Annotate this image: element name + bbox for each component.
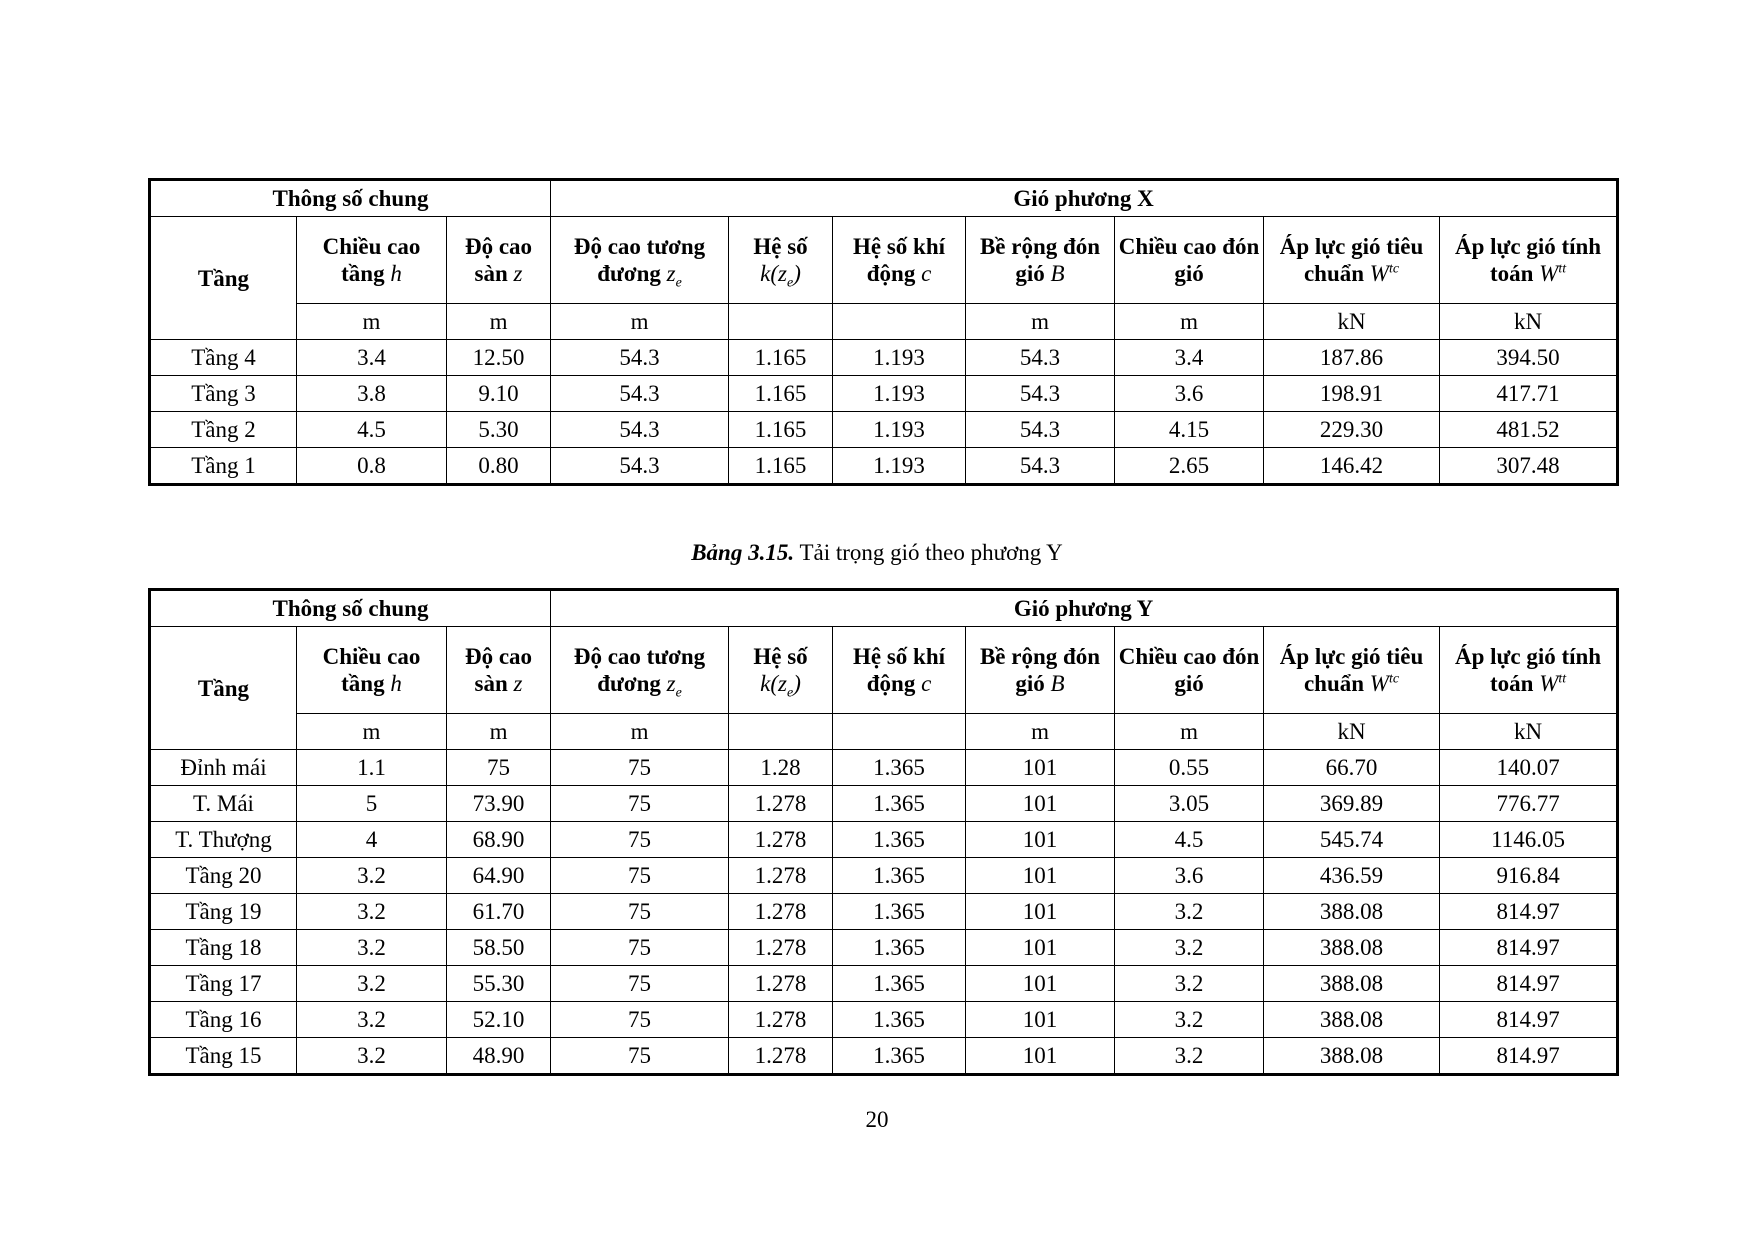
value-cell: 1.278 [729, 966, 833, 1002]
equivalent-height-header: Độ cao tương đương $z_e$ [551, 217, 729, 304]
unit-cell: m [966, 714, 1115, 750]
value-cell: 1.165 [729, 376, 833, 412]
value-cell: 75 [551, 750, 729, 786]
wind-width-header: Bề rộng đón gió B [966, 217, 1115, 304]
value-cell: 101 [966, 894, 1115, 930]
caption-text: Tải trọng gió theo phương Y [799, 540, 1063, 565]
value-cell: 1.278 [729, 786, 833, 822]
value-cell: 54.3 [551, 412, 729, 448]
value-cell: 3.4 [1115, 340, 1264, 376]
table-body [150, 750, 1618, 1075]
floor-name-cell: Tầng 4 [150, 340, 297, 376]
value-cell: 4.5 [297, 412, 447, 448]
value-cell: 3.2 [297, 858, 447, 894]
design-pressure-header: Áp lực gió tính toán $W^{tt}$ [1440, 627, 1618, 714]
wind-load-table-x [148, 178, 1619, 486]
value-cell: 3.2 [297, 930, 447, 966]
value-cell: 3.2 [297, 1002, 447, 1038]
value-cell: 1.278 [729, 1002, 833, 1038]
floor-header: Tầng [150, 627, 297, 750]
value-cell: 436.59 [1264, 858, 1440, 894]
value-cell: 388.08 [1264, 1038, 1440, 1075]
value-cell: 55.30 [447, 966, 551, 1002]
value-cell: 1.365 [833, 894, 966, 930]
units-row [150, 304, 1618, 340]
floor-elevation-header: Độ cao sàn z [447, 217, 551, 304]
unit-cell: kN [1264, 304, 1440, 340]
value-cell: 0.80 [447, 448, 551, 485]
floor-name-cell: Đỉnh mái [150, 750, 297, 786]
value-cell: 1.278 [729, 1038, 833, 1075]
value-cell: 3.6 [1115, 858, 1264, 894]
value-cell: 1.278 [729, 894, 833, 930]
unit-cell: m [297, 714, 447, 750]
value-cell: 814.97 [1440, 1038, 1618, 1075]
floor-elevation-header: Độ cao sàn z [447, 627, 551, 714]
value-cell: 1.365 [833, 966, 966, 1002]
design-pressure-header: Áp lực gió tính toán $W^{tt}$ [1440, 217, 1618, 304]
value-cell: 388.08 [1264, 930, 1440, 966]
height-coefficient-header: Hệ số $k(z_e)$ [729, 217, 833, 304]
value-cell: 388.08 [1264, 966, 1440, 1002]
value-cell: 3.2 [1115, 1002, 1264, 1038]
floor-name-cell: Tầng 19 [150, 894, 297, 930]
value-cell: 3.2 [1115, 930, 1264, 966]
value-cell: 3.6 [1115, 376, 1264, 412]
standard-pressure-header: Áp lực gió tiêu chuẩn $W^{tc}$ [1264, 217, 1440, 304]
value-cell: 4.15 [1115, 412, 1264, 448]
unit-cell [833, 714, 966, 750]
units-row [150, 714, 1618, 750]
value-cell: 101 [966, 1038, 1115, 1075]
table-body [150, 340, 1618, 485]
value-cell: 814.97 [1440, 930, 1618, 966]
value-cell: 369.89 [1264, 786, 1440, 822]
floor-name-cell: Tầng 1 [150, 448, 297, 485]
value-cell: 814.97 [1440, 966, 1618, 1002]
unit-cell: kN [1440, 304, 1618, 340]
value-cell: 1.278 [729, 822, 833, 858]
value-cell: 61.70 [447, 894, 551, 930]
value-cell: 66.70 [1264, 750, 1440, 786]
unit-cell: m [551, 714, 729, 750]
value-cell: 3.05 [1115, 786, 1264, 822]
value-cell: 54.3 [966, 448, 1115, 485]
value-cell: 1.278 [729, 930, 833, 966]
floor-name-cell: Tầng 3 [150, 376, 297, 412]
value-cell: 9.10 [447, 376, 551, 412]
floor-name-cell: T. Mái [150, 786, 297, 822]
value-cell: 417.71 [1440, 376, 1618, 412]
value-cell: 916.84 [1440, 858, 1618, 894]
floor-height-header: Chiều cao tầng h [297, 627, 447, 714]
aerodynamic-coefficient-header: Hệ số khí động c [833, 217, 966, 304]
equivalent-height-header: Độ cao tương đương $z_e$ [551, 627, 729, 714]
value-cell: 229.30 [1264, 412, 1440, 448]
value-cell: 54.3 [551, 376, 729, 412]
table-row [150, 750, 1618, 786]
value-cell: 64.90 [447, 858, 551, 894]
table-row [150, 894, 1618, 930]
value-cell: 75 [551, 966, 729, 1002]
floor-name-cell: Tầng 15 [150, 1038, 297, 1075]
value-cell: 3.2 [297, 1038, 447, 1075]
value-cell: 75 [551, 786, 729, 822]
table-row [150, 858, 1618, 894]
value-cell: 388.08 [1264, 1002, 1440, 1038]
unit-cell: kN [1440, 714, 1618, 750]
value-cell: 1.165 [729, 448, 833, 485]
value-cell: 1.365 [833, 822, 966, 858]
value-cell: 101 [966, 786, 1115, 822]
floor-header: Tầng [150, 217, 297, 340]
unit-cell: m [1115, 304, 1264, 340]
table-caption [0, 538, 1754, 568]
value-cell: 101 [966, 966, 1115, 1002]
value-cell: 73.90 [447, 786, 551, 822]
value-cell: 1.278 [729, 858, 833, 894]
value-cell: 75 [551, 1038, 729, 1075]
value-cell: 776.77 [1440, 786, 1618, 822]
unit-cell: m [1115, 714, 1264, 750]
value-cell: 52.10 [447, 1002, 551, 1038]
unit-cell [729, 714, 833, 750]
value-cell: 3.2 [1115, 894, 1264, 930]
value-cell: 75 [551, 1002, 729, 1038]
unit-cell [729, 304, 833, 340]
wind-load-table-y [148, 588, 1619, 1076]
value-cell: 3.2 [1115, 966, 1264, 1002]
value-cell: 75 [551, 930, 729, 966]
floor-name-cell: Tầng 18 [150, 930, 297, 966]
table-row [150, 930, 1618, 966]
value-cell: 394.50 [1440, 340, 1618, 376]
value-cell: 101 [966, 750, 1115, 786]
value-cell: 1.365 [833, 930, 966, 966]
unit-cell [833, 304, 966, 340]
value-cell: 4.5 [1115, 822, 1264, 858]
value-cell: 101 [966, 858, 1115, 894]
value-cell: 1.193 [833, 412, 966, 448]
value-cell: 101 [966, 1002, 1115, 1038]
value-cell: 3.2 [1115, 1038, 1264, 1075]
value-cell: 1.365 [833, 1002, 966, 1038]
value-cell: 146.42 [1264, 448, 1440, 485]
value-cell: 1.28 [729, 750, 833, 786]
table-row [150, 1002, 1618, 1038]
value-cell: 1.193 [833, 448, 966, 485]
value-cell: 3.4 [297, 340, 447, 376]
value-cell: 4 [297, 822, 447, 858]
value-cell: 187.86 [1264, 340, 1440, 376]
value-cell: 54.3 [966, 412, 1115, 448]
value-cell: 1.365 [833, 1038, 966, 1075]
value-cell: 101 [966, 930, 1115, 966]
group-wind-header: Gió phương Y [551, 590, 1618, 627]
floor-name-cell: T. Thượng [150, 822, 297, 858]
value-cell: 68.90 [447, 822, 551, 858]
floor-name-cell: Tầng 20 [150, 858, 297, 894]
table-row [150, 1038, 1618, 1075]
floor-name-cell: Tầng 2 [150, 412, 297, 448]
table-row [150, 448, 1618, 485]
wind-height-header: Chiều cao đón gió [1115, 217, 1264, 304]
value-cell: 54.3 [966, 376, 1115, 412]
standard-pressure-header: Áp lực gió tiêu chuẩn $W^{tc}$ [1264, 627, 1440, 714]
value-cell: 1.365 [833, 750, 966, 786]
height-coefficient-header: Hệ số $k(z_e)$ [729, 627, 833, 714]
value-cell: 5.30 [447, 412, 551, 448]
unit-cell: m [551, 304, 729, 340]
table-row [150, 786, 1618, 822]
value-cell: 48.90 [447, 1038, 551, 1075]
value-cell: 54.3 [551, 448, 729, 485]
value-cell: 75 [551, 858, 729, 894]
value-cell: 54.3 [551, 340, 729, 376]
table-row [150, 376, 1618, 412]
unit-cell: m [447, 714, 551, 750]
caption-number: Bảng 3.15. [691, 540, 795, 565]
table-row [150, 412, 1618, 448]
value-cell: 388.08 [1264, 894, 1440, 930]
value-cell: 2.65 [1115, 448, 1264, 485]
floor-name-cell: Tầng 16 [150, 1002, 297, 1038]
value-cell: 545.74 [1264, 822, 1440, 858]
value-cell: 0.55 [1115, 750, 1264, 786]
value-cell: 481.52 [1440, 412, 1618, 448]
group-wind-header: Gió phương X [551, 180, 1618, 217]
value-cell: 198.91 [1264, 376, 1440, 412]
table-row [150, 966, 1618, 1002]
value-cell: 814.97 [1440, 894, 1618, 930]
value-cell: 1.1 [297, 750, 447, 786]
value-cell: 5 [297, 786, 447, 822]
aerodynamic-coefficient-header: Hệ số khí động c [833, 627, 966, 714]
value-cell: 12.50 [447, 340, 551, 376]
value-cell: 1.193 [833, 376, 966, 412]
value-cell: 75 [551, 894, 729, 930]
value-cell: 814.97 [1440, 1002, 1618, 1038]
value-cell: 101 [966, 822, 1115, 858]
unit-cell: m [297, 304, 447, 340]
value-cell: 54.3 [966, 340, 1115, 376]
value-cell: 1.365 [833, 786, 966, 822]
value-cell: 140.07 [1440, 750, 1618, 786]
value-cell: 1.165 [729, 340, 833, 376]
floor-name-cell: Tầng 17 [150, 966, 297, 1002]
value-cell: 3.8 [297, 376, 447, 412]
value-cell: 58.50 [447, 930, 551, 966]
value-cell: 1.365 [833, 858, 966, 894]
value-cell: 75 [551, 822, 729, 858]
wind-width-header: Bề rộng đón gió B [966, 627, 1115, 714]
value-cell: 1.165 [729, 412, 833, 448]
value-cell: 307.48 [1440, 448, 1618, 485]
unit-cell: m [966, 304, 1115, 340]
table-row [150, 340, 1618, 376]
group-general-header: Thông số chung [150, 180, 551, 217]
value-cell: 0.8 [297, 448, 447, 485]
unit-cell: kN [1264, 714, 1440, 750]
wind-height-header: Chiều cao đón gió [1115, 627, 1264, 714]
group-general-header: Thông số chung [150, 590, 551, 627]
unit-cell: m [447, 304, 551, 340]
value-cell: 75 [447, 750, 551, 786]
value-cell: 1.193 [833, 340, 966, 376]
value-cell: 3.2 [297, 894, 447, 930]
value-cell: 3.2 [297, 966, 447, 1002]
value-cell: 1146.05 [1440, 822, 1618, 858]
page-number: 20 [865, 1107, 889, 1132]
table-row [150, 822, 1618, 858]
floor-height-header: Chiều cao tầng h [297, 217, 447, 304]
